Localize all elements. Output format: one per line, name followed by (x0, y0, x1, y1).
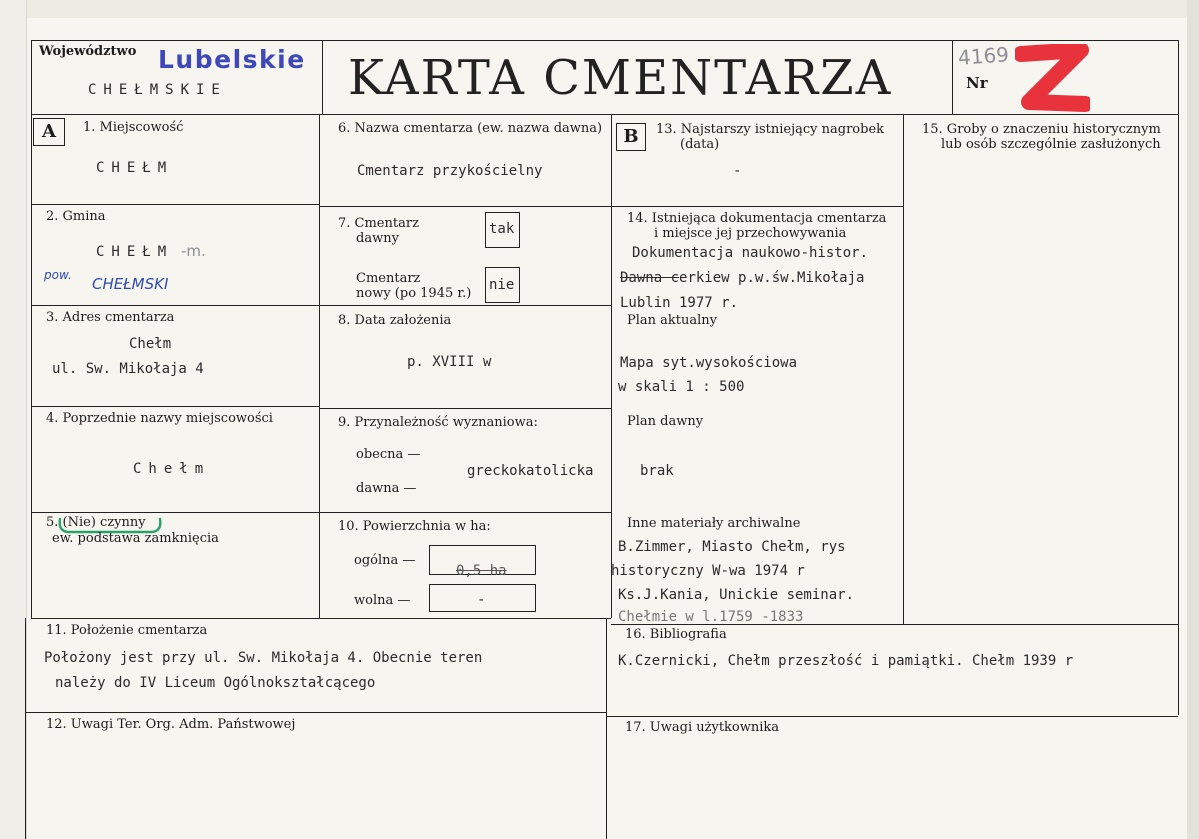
col-divider-b (611, 114, 612, 618)
field-17-label: 17. Uwagi użytkownika (625, 720, 780, 735)
field-11-label: 11. Położenie cmentarza (46, 623, 208, 638)
field-15-label-a: 15. Groby o znaczeniu historycznym (922, 122, 1161, 137)
field-11-line2: należy do IV Liceum Ogólnokształcącego (55, 675, 376, 691)
field-4-value: Chełm (133, 461, 211, 477)
field-14-line2 (620, 270, 864, 286)
field-3-line2: ul. Sw. Mikołaja 4 (52, 361, 204, 377)
field-14-inne: Inne materiały archiwalne (627, 516, 801, 531)
row-line-2 (31, 305, 319, 306)
bottom-divider (606, 618, 607, 839)
field-7-dawny-value: tak (489, 221, 515, 237)
field-14-plan-akt-l1: Mapa syt.wysokościowa (620, 355, 798, 371)
bottom-left-edge (25, 618, 26, 839)
field-14-inne-l1: B.Zimmer, Miasto Chełm, rys (618, 539, 846, 555)
field-14-plan-akt: Plan aktualny (627, 313, 718, 328)
voivodeship-stamp: Lubelskie (158, 45, 306, 74)
field-14-label-b: i miejsce jej przechowywania (654, 226, 847, 241)
field-1-label: 1. Miejscowość (83, 120, 184, 135)
b-row-line-1 (611, 206, 903, 207)
field-14-line1: Dokumentacja naukowo-histor. (632, 245, 869, 261)
field-7-label-b: dawny (356, 231, 399, 246)
row-line-1 (31, 204, 319, 205)
field-10-label: 10. Powierzchnia w ha: (338, 519, 491, 534)
field-16-value: K.Czernicki, Chełm przeszłość i pamiątki. Chełm 1939 r (618, 653, 1074, 669)
field-11-line1: Położony jest przy ul. Sw. Mikołaja 4. Obecnie teren (44, 650, 483, 666)
field-9-value: greckokatolicka (467, 463, 594, 479)
field-2-hand-pow: pow. (44, 268, 72, 282)
field-6-value: Cmentarz przykościelny (357, 163, 543, 179)
field-2-hand-county: CHEŁMSKI (92, 275, 169, 293)
mid-row-line-1 (319, 206, 611, 207)
field-3-line1: Chełm (129, 336, 172, 352)
col-divider-c (903, 114, 904, 624)
field-14-plan-akt-l2: w skali 1 : 500 (618, 379, 745, 395)
header-divider-1 (322, 40, 323, 115)
field-14-line2-rest: erkiew p.w.św.Mikołaja (679, 270, 865, 286)
col-divider-a (319, 114, 320, 618)
row-line-5 (31, 618, 611, 619)
frame-top (31, 40, 1178, 41)
field-8-label: 8. Data założenia (338, 313, 452, 328)
frame-left (31, 40, 32, 618)
field-2-value: CHEŁM (96, 244, 174, 260)
page-title: KARTA CMENTARZA (348, 50, 893, 106)
header-divider-2 (952, 40, 953, 115)
field-6-label: 6. Nazwa cmentarza (ew. nazwa dawna) (338, 121, 603, 136)
field-5-label: 5. (Nie) czynny (46, 515, 146, 530)
field-14-plan-dawny-value: brak (640, 463, 674, 479)
field-14-inne-l3: Ks.J.Kania, Unickie seminar. (618, 587, 855, 603)
field-10-ogolna: ogólna — (354, 553, 416, 568)
voivodeship-typed: CHEŁMSKIE (88, 82, 227, 98)
nr-handwritten: 4169 (957, 42, 1010, 70)
field-9-obecna: obecna — (356, 447, 421, 462)
field-13-label-a: 13. Najstarszy istniejący nagrobek (656, 122, 885, 137)
field-10-wolna: wolna — (354, 593, 411, 608)
field-14-inne-l2: historyczny W-wa 1974 r (611, 563, 805, 579)
field-1-value: CHEŁM (96, 160, 174, 176)
row-line-3 (31, 406, 319, 407)
field-2-label: 2. Gmina (46, 209, 106, 224)
field-7-nowy-value: nie (489, 277, 515, 293)
card-top-edge (0, 0, 1199, 18)
nr-label: Nr (966, 74, 988, 92)
field-12-label: 12. Uwagi Ter. Org. Adm. Państwowej (46, 717, 296, 732)
card-right-edge (1187, 0, 1199, 839)
field-14-inne-l4: Chełmie w l.1759 -1833 (618, 609, 804, 621)
frame-right (1178, 40, 1179, 715)
voivodeship-label: Województwo (39, 44, 137, 59)
field-14-label-a: 14. Istniejąca dokumentacja cmentarza (627, 211, 887, 226)
field-14-line2-strike: Dawna c (620, 270, 680, 286)
field-15-label-b: lub osób szczególnie zasłużonych (941, 137, 1161, 152)
field-8-value: p. XVIII w (407, 354, 492, 370)
row-line-5b (611, 624, 1178, 625)
row-line-6 (25, 712, 606, 713)
mid-row-line-4 (319, 512, 611, 513)
mid-row-line-2 (319, 305, 611, 306)
red-z-mark (1015, 44, 1090, 114)
field-7-nowy-b: nowy (po 1945 r.) (356, 286, 472, 301)
field-7-label-a: 7. Cmentarz (338, 216, 419, 231)
field-7-nowy-a: Cmentarz (356, 271, 421, 286)
card-left-edge (0, 0, 27, 839)
section-a-box: A (33, 118, 65, 146)
header-bottom-line (31, 114, 1178, 115)
field-10-ogolna-value: 0,5 ha (456, 563, 507, 579)
field-16-label: 16. Bibliografia (625, 627, 727, 642)
field-13-value: - (733, 163, 742, 179)
field-9-dawna: dawna — (356, 481, 417, 496)
field-5-label2: ew. podstawa zamknięcia (52, 531, 219, 546)
field-3-label: 3. Adres cmentarza (46, 310, 175, 325)
section-b-box: B (616, 123, 646, 151)
field-10-wolna-value: - (477, 592, 486, 608)
row-line-6b (606, 716, 1178, 717)
field-14-line3: Lublin 1977 r. (620, 295, 739, 311)
field-14-plan-dawny: Plan dawny (627, 414, 704, 429)
mid-row-line-3 (319, 408, 611, 409)
field-9-label: 9. Przynależność wyznaniowa: (338, 415, 538, 430)
field-2-hand-suffix: -m. (181, 242, 206, 260)
field-4-label: 4. Poprzednie nazwy miejscowości (46, 411, 273, 426)
field-13-label-b: (data) (680, 137, 720, 152)
